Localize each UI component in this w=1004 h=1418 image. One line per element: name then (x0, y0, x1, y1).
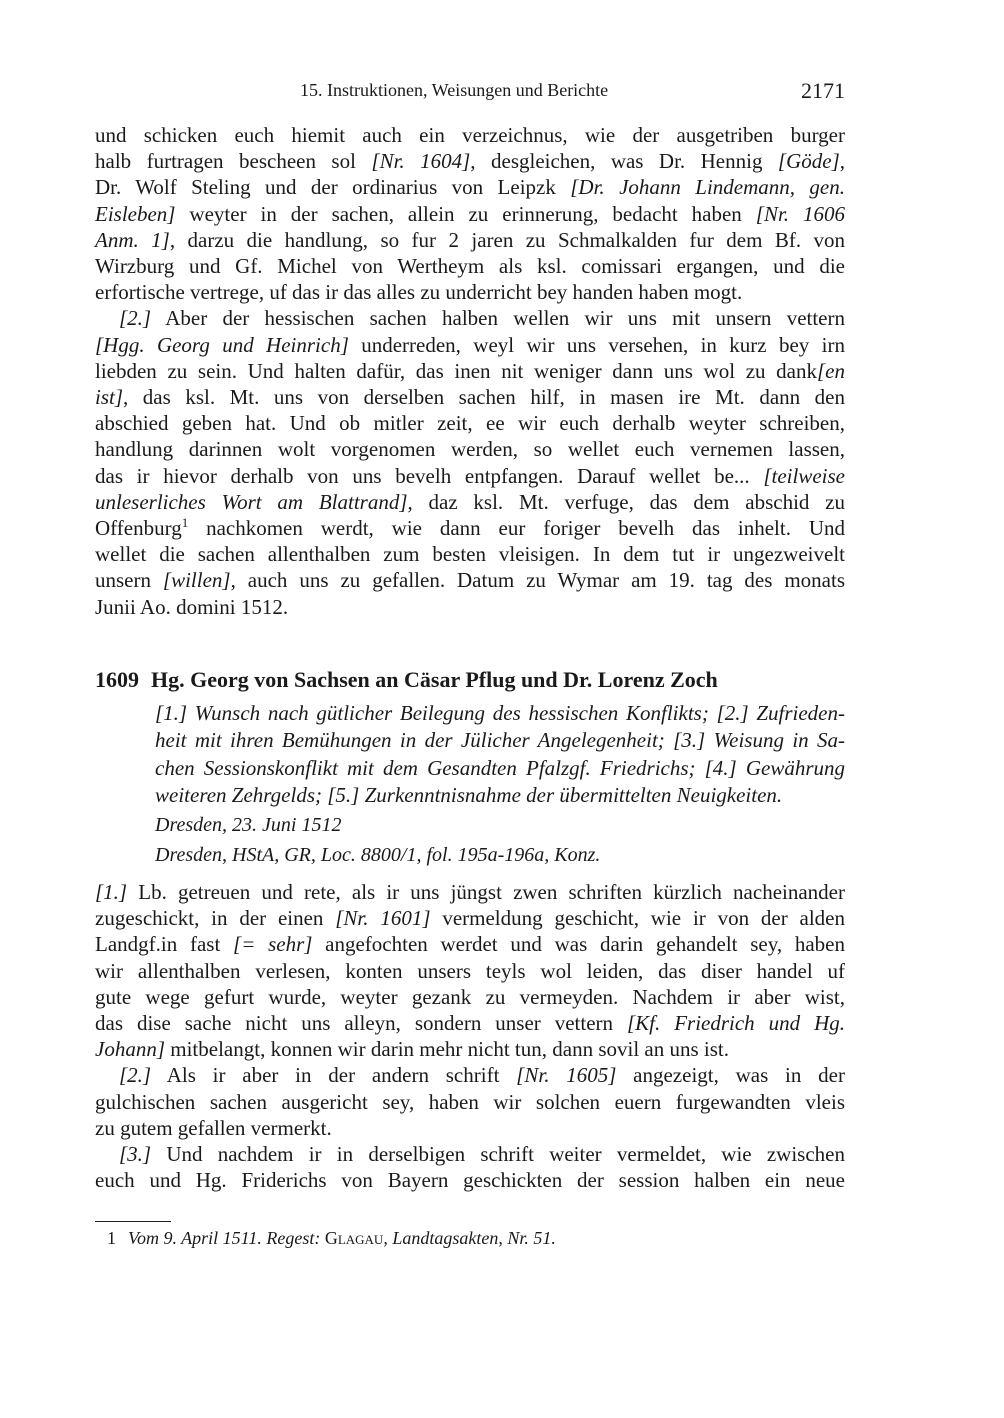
text-line (95, 905, 845, 931)
italic-text: [2.] (119, 306, 152, 331)
italic-text: [1.] Wunsch nach gütlicher Beilegung des hessischen Konflikts; [2.] Zufrieden- (155, 701, 845, 725)
text-run: , das ksl. Mt. uns von derselben sachen hilf, in masen ire Mt. dann den (123, 385, 845, 409)
italic-text: unleserliches Wort am Blattrand] (95, 489, 408, 514)
text-run: Junii Ao. domini 1512. (95, 594, 289, 619)
text-line (95, 931, 845, 957)
text-run: das ir hievor derhalb von uns bevelh entpfangen. Darauf wellet be... (95, 463, 764, 488)
text-line (95, 148, 845, 174)
italic-text: [en (817, 358, 845, 383)
text-run: nachkomen werdt, wie dann eur foriger bevelh das inhelt. Und (188, 516, 845, 540)
text-run: Offenburg (95, 516, 182, 540)
footnote (107, 1228, 556, 1249)
italic-text: [Nr. 1606 (755, 201, 845, 226)
text-run: abschied geben hat. Und ob mitler zeit, ee wir euch derhalb weyter schreiben, (95, 411, 845, 436)
italic-text: chen Sessionskonflikt mit dem Gesandten Pfalzgf. Friedrichs; [4.] Gewährung (155, 755, 845, 780)
italic-text: Johann] (95, 1037, 165, 1062)
text-run: Aber der hessischen sachen halben wellen wir uns mit unsern vettern (151, 306, 845, 331)
document-title: Hg. Georg von Sachsen an Cäsar Pflug und Dr. Lorenz Zoch (151, 667, 718, 692)
text-line (95, 489, 845, 515)
italic-text: [Dr. Johann Lindemann, gen. (570, 175, 846, 200)
text-run: angefochten werdet und was darin gehandelt sey, haben (312, 932, 845, 957)
text-line (95, 879, 845, 905)
italic-text: [Hgg. Georg und Heinrich] (95, 332, 349, 357)
text-run: , desgleichen, was Dr. Hennig (470, 149, 778, 174)
text-run: das dise sache nicht uns alleyn, sondern unser vettern (95, 1011, 627, 1035)
italic-text: Anm. 1] (95, 227, 170, 252)
text-run: , darzu die handlung, so fur 2 jaren zu Schmalkalden fur dem Bf. von (169, 227, 845, 252)
text-line (95, 332, 845, 358)
running-header: 15. Instruktionen, Weisungen und Berichte (300, 80, 609, 100)
document-date: Dresden, 23. Juni 1512 (155, 814, 342, 836)
text-run: vermeldung geschicht, wie ir von der alden (430, 906, 845, 931)
text-line (119, 305, 845, 331)
text-line (95, 279, 845, 305)
text-run: , daz ksl. Mt. verfuge, das dem abschid zu (407, 489, 846, 514)
italic-text: [Kf. Friedrich und Hg. (626, 1011, 845, 1035)
text-line (119, 1141, 845, 1167)
text-line (95, 358, 845, 384)
footnote-rule (95, 1221, 171, 1222)
text-run: angezeigt, was in der (616, 1063, 845, 1088)
text-line (95, 984, 845, 1010)
text-line (95, 227, 845, 253)
text-line (119, 1062, 845, 1088)
text-run: wellet die sachen allenthalben zum besten vleisigen. In dem tut ir ungezweivelt (95, 542, 845, 567)
footnote-number: 1 (107, 1228, 116, 1248)
text-line (95, 463, 845, 489)
text-line (95, 1089, 845, 1115)
text-run: euch und Hg. Friderichs von Bayern geschickten der session halben ein neue (95, 1168, 845, 1193)
text-run: gulchischen sachen ausgericht sey, haben wir solchen euern furgewandten vleis (95, 1089, 845, 1114)
text-run: underreden, weyl wir uns versehen, in kurz bey irn (348, 332, 845, 357)
text-run: , auch uns zu gefallen. Datum zu Wymar am 19. tag des monats (230, 568, 845, 593)
text-line (95, 174, 845, 200)
text-line (155, 782, 845, 808)
italic-text: [Nr. 1605] (516, 1063, 617, 1088)
text-run: Dr. Wolf Steling und der ordinarius von Leipzk (95, 175, 571, 200)
footnote-text: Vom 9. April 1511. Regest: (128, 1228, 325, 1248)
italic-text: [2.] (119, 1063, 152, 1088)
text-run: mitbelangt, konnen wir darin mehr nicht tun, dann sovil an uns ist. (165, 1037, 729, 1062)
text-line (155, 755, 845, 781)
text-run: Landgf.in fast (95, 932, 234, 957)
text-run: gute wege gefurt wurde, weyter gezank zu vermeyden. Nachdem ir aber wist, (95, 984, 845, 1009)
footnote-author: Glagau (324, 1228, 384, 1248)
text-line (95, 958, 845, 984)
text-run: und schicken euch hiemit auch ein verzeichnus, wie der ausgetriben burger (95, 123, 845, 147)
text-run: Und nachdem ir in derselbigen schrift weiter vermeldet, wie zwischen (151, 1142, 845, 1166)
text-line (95, 1010, 845, 1036)
text-run: wir allenthalben verlesen, konten unsers teyls wol leiden, das diser handel uf (95, 958, 845, 983)
document-source: Dresden, HStA, GR, Loc. 8800/1, fol. 195a-196a, Konz. (155, 844, 601, 866)
italic-text: Eisleben] (95, 201, 176, 226)
text-line (95, 567, 845, 593)
text-run: Wirzburg und Gf. Michel von Wertheym als ksl. comissari ergangen, und die (95, 254, 845, 278)
document-heading (95, 667, 718, 693)
italic-text: [1.] (95, 880, 128, 904)
text-line (155, 700, 845, 726)
text-line (95, 541, 845, 567)
text-line (95, 253, 845, 279)
footnote-text-end: , Landtagsakten, Nr. 51. (383, 1228, 556, 1248)
italic-text: [3.] (119, 1142, 152, 1166)
text-line (95, 436, 845, 462)
italic-text: [willen] (162, 568, 231, 593)
text-run: Als ir aber in der andern schrift (151, 1063, 517, 1088)
italic-text: heit mit ihren Bemühungen in der Jülicher Angelegenheit; [3.] Weisung in Sa- (155, 728, 845, 753)
text-run: erfortische vertrege, uf das ir das alles zu underricht bey handen haben mogt. (95, 280, 743, 305)
italic-text: ist] (95, 385, 124, 409)
text-line (155, 727, 845, 753)
text-run: weyter in der sachen, allein zu erinnerung, bedacht haben (175, 201, 756, 226)
text-run: handlung darinnen wolt vorgenomen werden, so wellet euch vernemen lassen, (95, 437, 845, 462)
text-line (95, 201, 845, 227)
italic-text: [Nr. 1601] (335, 906, 431, 931)
text-line (95, 410, 845, 436)
text-line (95, 515, 845, 541)
italic-text: [teilweise (763, 463, 845, 488)
italic-text: [Göde] (777, 149, 840, 174)
text-run: unsern (95, 568, 163, 593)
text-line (95, 1036, 845, 1062)
text-line (95, 1167, 845, 1193)
text-run: zu gutem gefallen vermerkt. (95, 1115, 332, 1140)
text-line (95, 1115, 845, 1141)
text-run: halb furtragen bescheen sol (95, 149, 372, 174)
text-line (95, 384, 845, 410)
italic-text: weiteren Zehrgelds; [5.] Zurkenntnisnahme der übermittelten Neuigkeiten. (155, 782, 783, 807)
footnote-ref: 1 (181, 515, 189, 530)
document-number: 1609 (95, 667, 139, 692)
text-run: Lb. getreuen und rete, als ir uns jüngst zwen schriften kürzlich nacheinander (127, 880, 845, 904)
text-run: zugeschickt, in der einen (95, 906, 336, 931)
text-run: liebden zu sein. Und halten dafür, das inen nit weniger dann uns wol zu dank (95, 358, 817, 383)
text-run: , (839, 149, 846, 174)
page-number: 2171 (801, 78, 845, 103)
italic-text: [Nr. 1604] (371, 149, 471, 174)
text-line (95, 594, 845, 620)
text-line (95, 122, 845, 148)
italic-text: [= sehr] (233, 932, 313, 957)
